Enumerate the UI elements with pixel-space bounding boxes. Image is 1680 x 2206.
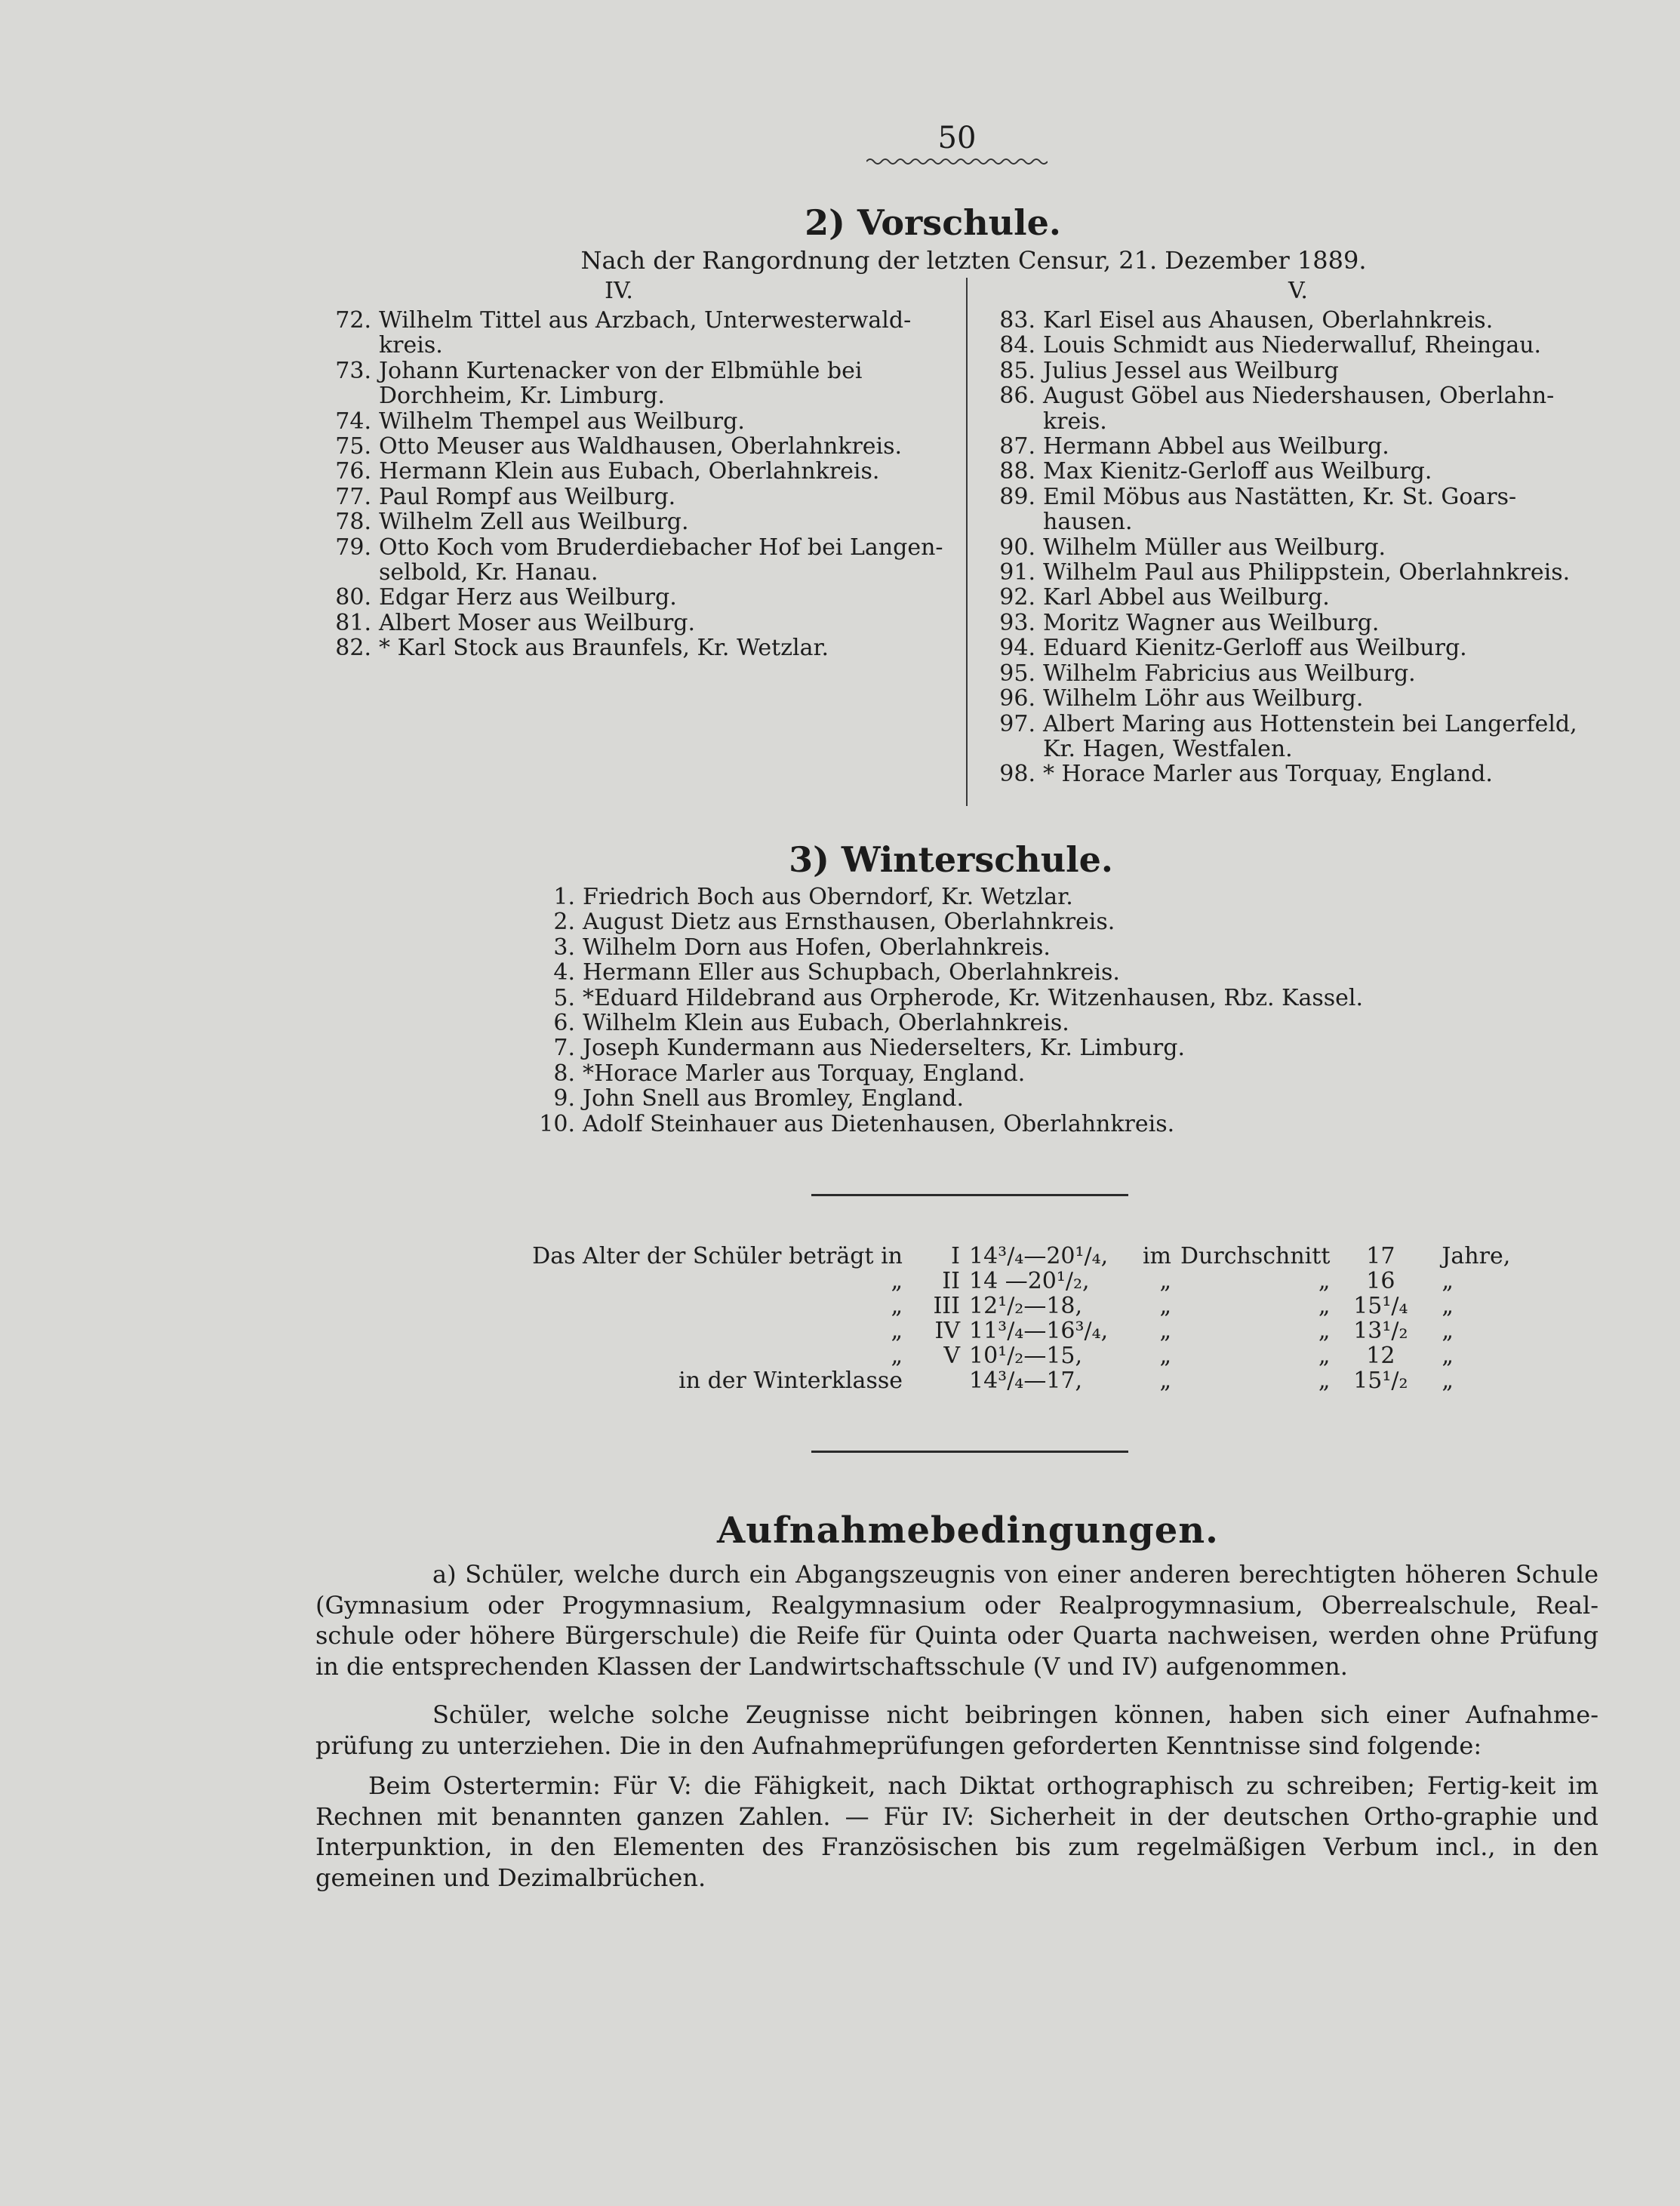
list-item-number: 87. [999,433,1035,460]
list-item [981,485,1600,535]
list-item [521,1011,1502,1035]
age-cell-unit: „ [1442,1343,1454,1369]
list-item [521,986,1502,1011]
list-item [521,1035,1502,1060]
age-cell-range: 14³/₄—20¹/₄, [969,1243,1109,1269]
list-item-number: 92. [999,584,1035,611]
age-table-row [483,1294,1529,1318]
age-cell-ds: „ [1318,1268,1331,1294]
list-item-text: August Göbel aus Niedershausen, Oberlahn-kreis. [1043,383,1555,435]
age-cell-ds: „ [1318,1318,1331,1344]
list-item-number: 98. [999,761,1035,788]
list-item-text: Wilhelm Thempel aus Weilburg. [379,408,745,435]
list-item-text: Friedrich Boch aus Oberndorf, Kr. Wetzlar. [583,884,1073,910]
list-item-number: 89. [999,483,1035,510]
list-item-number: 96. [999,685,1035,712]
age-cell-unit: „ [1442,1293,1454,1319]
list-item-number: 73. [335,357,371,384]
list-item [317,509,957,534]
list-item-text: Albert Moser aus Weilburg. [379,609,696,636]
list-item-text: *Horace Marler aus Torquay, England. [583,1060,1026,1087]
age-cell-range: 11³/₄—16³/₄, [969,1318,1109,1344]
list-item-text: Wilhelm Müller aus Weilburg. [1043,534,1386,561]
age-cell-years: 15¹/₄ [1353,1293,1408,1319]
age-cell-years: 12 [1366,1343,1395,1369]
list-item [981,635,1600,660]
age-cell-range: 14 —20¹/₂, [969,1268,1090,1294]
list-item [981,712,1600,762]
list-item-number: 75. [335,433,371,460]
list-item-text: Johann Kurtenacker von der Elbmühle bei Dorchheim, Kr. Limburg. [379,357,863,410]
list-item [981,560,1600,585]
list-item-text: * Karl Stock aus Braunfels, Kr. Wetzlar. [379,635,829,662]
list-item-number: 1. [553,884,575,910]
list-item-text: Wilhelm Löhr aus Weilburg. [1043,685,1364,712]
list-item-number: 9. [553,1085,575,1112]
age-cell-lead: in der Winterklasse [678,1368,903,1394]
list-item [981,535,1600,560]
list-item-text: John Snell aus Bromley, England. [583,1085,965,1112]
list-item-number: 77. [335,483,371,510]
list-item [981,383,1600,434]
list-item-text: Wilhelm Klein aus Eubach, Oberlahnkreis. [583,1010,1069,1037]
list-item-text: Edgar Herz aus Weilburg. [379,584,677,611]
list-item-number: 74. [335,408,371,435]
list-item-text: Wilhelm Fabricius aus Weilburg. [1043,660,1416,687]
column-divider [966,278,968,806]
winterschule-heading: 3) Winterschule. [789,839,1113,880]
age-cell-im: im [1142,1243,1171,1269]
decorative-wave-rule [866,154,1048,169]
list-item-number: 90. [999,534,1035,561]
list-item [317,409,957,434]
class-v-heading: V. [1288,278,1308,304]
list-item-text: Emil Möbus aus Nastätten, Kr. St. Goars-hausen. [1043,483,1517,536]
list-item [521,935,1502,960]
list-item-text: Otto Koch vom Bruderdiebacher Hof bei Langen-selbold, Kr. Hanau. [379,534,943,586]
list-item [981,308,1600,333]
list-item-text: Hermann Abbel aus Weilburg. [1043,433,1389,460]
paragraph-c: Beim Ostertermin: Für V: die Fähigkeit, nach Diktat orthographisch zu schreiben; Fertig-keit im Rechnen mit benannten ganzen Zahlen. — Für IV: Sicherheit in der deutschen Ortho-graphie und Interpunktion, in den Elementen des Französischen bis zum regelmäßigen Verbum incl., in den gemeinen und Dezimalbrüchen. [315,1771,1598,1892]
list-item-number: 81. [335,609,371,636]
list-item [521,1061,1502,1086]
paragraph-a: a) Schüler, welche durch ein Abgangszeugnis von einer anderen berechtigten höheren Schule (Gymnasium oder Progymnasium, Realgymnasium oder Realprogymnasium, Oberrealschule, Real-schule oder höhere Bürgerschule) die Reife für Quinta oder Quarta nachweisen, werden ohne Prüfung in die entsprechenden Klassen der Landwirtschaftsschule (V und IV) aufgenommen. [315,1560,1598,1681]
list-item [521,960,1502,985]
section-divider [811,1194,1128,1196]
list-item-number: 6. [553,1010,575,1037]
age-cell-years: 16 [1366,1268,1395,1294]
list-item-text: Wilhelm Tittel aus Arzbach, Unterwesterwald-kreis. [379,307,912,359]
list-item [521,909,1502,934]
list-item [317,635,957,660]
aufnahme-heading: Aufnahmebedingungen. [717,1509,1219,1552]
list-item [521,1086,1502,1111]
list-item-text: Karl Abbel aus Weilburg. [1043,584,1330,611]
age-cell-range: 12¹/₂—18, [969,1293,1083,1319]
class-iv-list [317,308,957,661]
list-item [317,485,957,509]
list-item [317,308,957,358]
age-cell-years: 15¹/₂ [1353,1368,1408,1394]
list-item-number: 79. [335,534,371,561]
age-cell-im: „ [1159,1268,1171,1294]
list-item-number: 3. [553,934,575,961]
list-item-text: Moritz Wagner aus Weilburg. [1043,609,1380,636]
list-item [981,585,1600,610]
age-cell-im: „ [1159,1368,1171,1394]
list-item-text: Wilhelm Dorn aus Hofen, Oberlahnkreis. [583,934,1051,961]
vorschule-heading: 2) Vorschule. [805,202,1061,243]
page-number: 50 [937,121,977,155]
age-cell-im: „ [1159,1293,1171,1319]
class-iv-heading: IV. [605,278,633,304]
age-table [483,1244,1529,1393]
list-item [981,434,1600,459]
age-cell-years: 17 [1366,1243,1395,1269]
age-cell-lead: Das Alter der Schüler beträgt in [532,1243,903,1269]
age-cell-unit: „ [1442,1368,1454,1394]
list-item [981,611,1600,635]
list-item-text: Paul Rompf aus Weilburg. [379,483,676,510]
list-item-text: Wilhelm Zell aus Weilburg. [379,509,689,536]
list-item [521,1112,1502,1137]
age-cell-ds: „ [1318,1343,1331,1369]
section-divider [811,1451,1128,1453]
list-item-number: 85. [999,357,1035,384]
age-cell-unit: „ [1442,1318,1454,1344]
age-cell-ds: „ [1318,1293,1331,1319]
age-cell-cls: I [951,1243,960,1269]
list-item-number: 95. [999,660,1035,687]
age-cell-lead: „ [891,1293,903,1319]
list-item-number: 4. [553,959,575,986]
list-item-number: 82. [335,635,371,662]
list-item-text: * Horace Marler aus Torquay, England. [1043,761,1493,788]
list-item-number: 88. [999,458,1035,485]
age-cell-cls [910,1368,965,1393]
list-item-number: 94. [999,635,1035,662]
list-item-text: Julius Jessel aus Weilburg [1043,357,1339,384]
age-cell-range: 10¹/₂—15, [969,1343,1083,1369]
age-table-row [483,1343,1529,1368]
age-cell-lead: „ [891,1343,903,1369]
list-item-number: 80. [335,584,371,611]
age-table-row [483,1368,1529,1393]
list-item-text: Max Kienitz-Gerloff aus Weilburg. [1043,458,1432,485]
age-cell-unit: Jahre, [1442,1243,1511,1269]
age-cell-cls: II [942,1268,960,1294]
list-item-number: 2. [553,909,575,936]
list-item-text: Karl Eisel aus Ahausen, Oberlahnkreis. [1043,307,1494,334]
list-item-number: 91. [999,559,1035,586]
list-item-number: 84. [999,332,1035,359]
list-item-number: 83. [999,307,1035,334]
list-item-text: Joseph Kundermann aus Niederselters, Kr. Limburg. [583,1035,1186,1062]
list-item-number: 5. [553,984,575,1011]
list-item-number: 97. [999,710,1035,737]
age-table-row [483,1318,1529,1343]
age-cell-unit: „ [1442,1268,1454,1294]
list-item-number: 8. [553,1060,575,1087]
list-item [981,358,1600,383]
list-item-number: 72. [335,307,371,334]
age-cell-range: 14³/₄—17, [969,1368,1083,1394]
age-cell-years: 13¹/₂ [1353,1318,1408,1344]
list-item-text: *Eduard Hildebrand aus Orpherode, Kr. Witzenhausen, Rbz. Kassel. [583,984,1364,1011]
list-item [317,535,957,586]
age-cell-ds: „ [1318,1368,1331,1394]
list-item [317,611,957,635]
list-item-number: 10. [539,1110,575,1137]
list-item [981,333,1600,358]
list-item [981,459,1600,484]
list-item-number: 7. [553,1035,575,1062]
age-cell-cls: V [943,1343,960,1369]
list-item-text: Hermann Eller aus Schupbach, Oberlahnkreis. [583,959,1120,986]
list-item [981,761,1600,786]
list-item-text: Wilhelm Paul aus Philippstein, Oberlahnkreis. [1043,559,1571,586]
age-table-row [483,1244,1529,1269]
age-cell-cls: III [933,1293,960,1319]
list-item-text: Adolf Steinhauer aus Dietenhausen, Oberlahnkreis. [583,1110,1175,1137]
list-item-text: Louis Schmidt aus Niederwalluf, Rheingau. [1043,332,1542,359]
vorschule-subtitle: Nach der Rangordnung der letzten Censur, 21. Dezember 1889. [580,246,1367,275]
age-cell-ds: Durchschnitt [1180,1243,1331,1269]
age-table-row [483,1269,1529,1294]
list-item-text: Otto Meuser aus Waldhausen, Oberlahnkreis. [379,433,903,460]
list-item [317,434,957,459]
paragraph-b: Schüler, welche solche Zeugnisse nicht beibringen können, haben sich einer Aufnahme-prüfung zu unterziehen. Die in den Aufnahmeprüfungen geforderten Kenntnisse sind folgende: [315,1700,1598,1760]
list-item-number: 78. [335,509,371,536]
list-item-text: Hermann Klein aus Eubach, Oberlahnkreis. [379,458,880,485]
list-item [981,686,1600,711]
age-cell-im: „ [1159,1318,1171,1344]
winterschule-list [521,885,1502,1137]
list-item-text: Eduard Kienitz-Gerloff aus Weilburg. [1043,635,1467,662]
list-item-text: Albert Maring aus Hottenstein bei Langerfeld, Kr. Hagen, Westfalen. [1043,710,1577,762]
age-cell-cls: IV [934,1318,960,1344]
age-cell-lead: „ [891,1268,903,1294]
list-item [317,585,957,610]
class-v-list [981,308,1600,787]
age-cell-lead: „ [891,1318,903,1344]
list-item [521,885,1502,909]
age-table-body [483,1244,1529,1393]
list-item [981,661,1600,686]
list-item-text: August Dietz aus Ernsthausen, Oberlahnkreis. [583,909,1115,936]
list-item-number: 86. [999,383,1035,410]
list-item-number: 93. [999,609,1035,636]
list-item [317,459,957,484]
list-item-number: 76. [335,458,371,485]
list-item [317,358,957,409]
age-cell-im: „ [1159,1343,1171,1369]
